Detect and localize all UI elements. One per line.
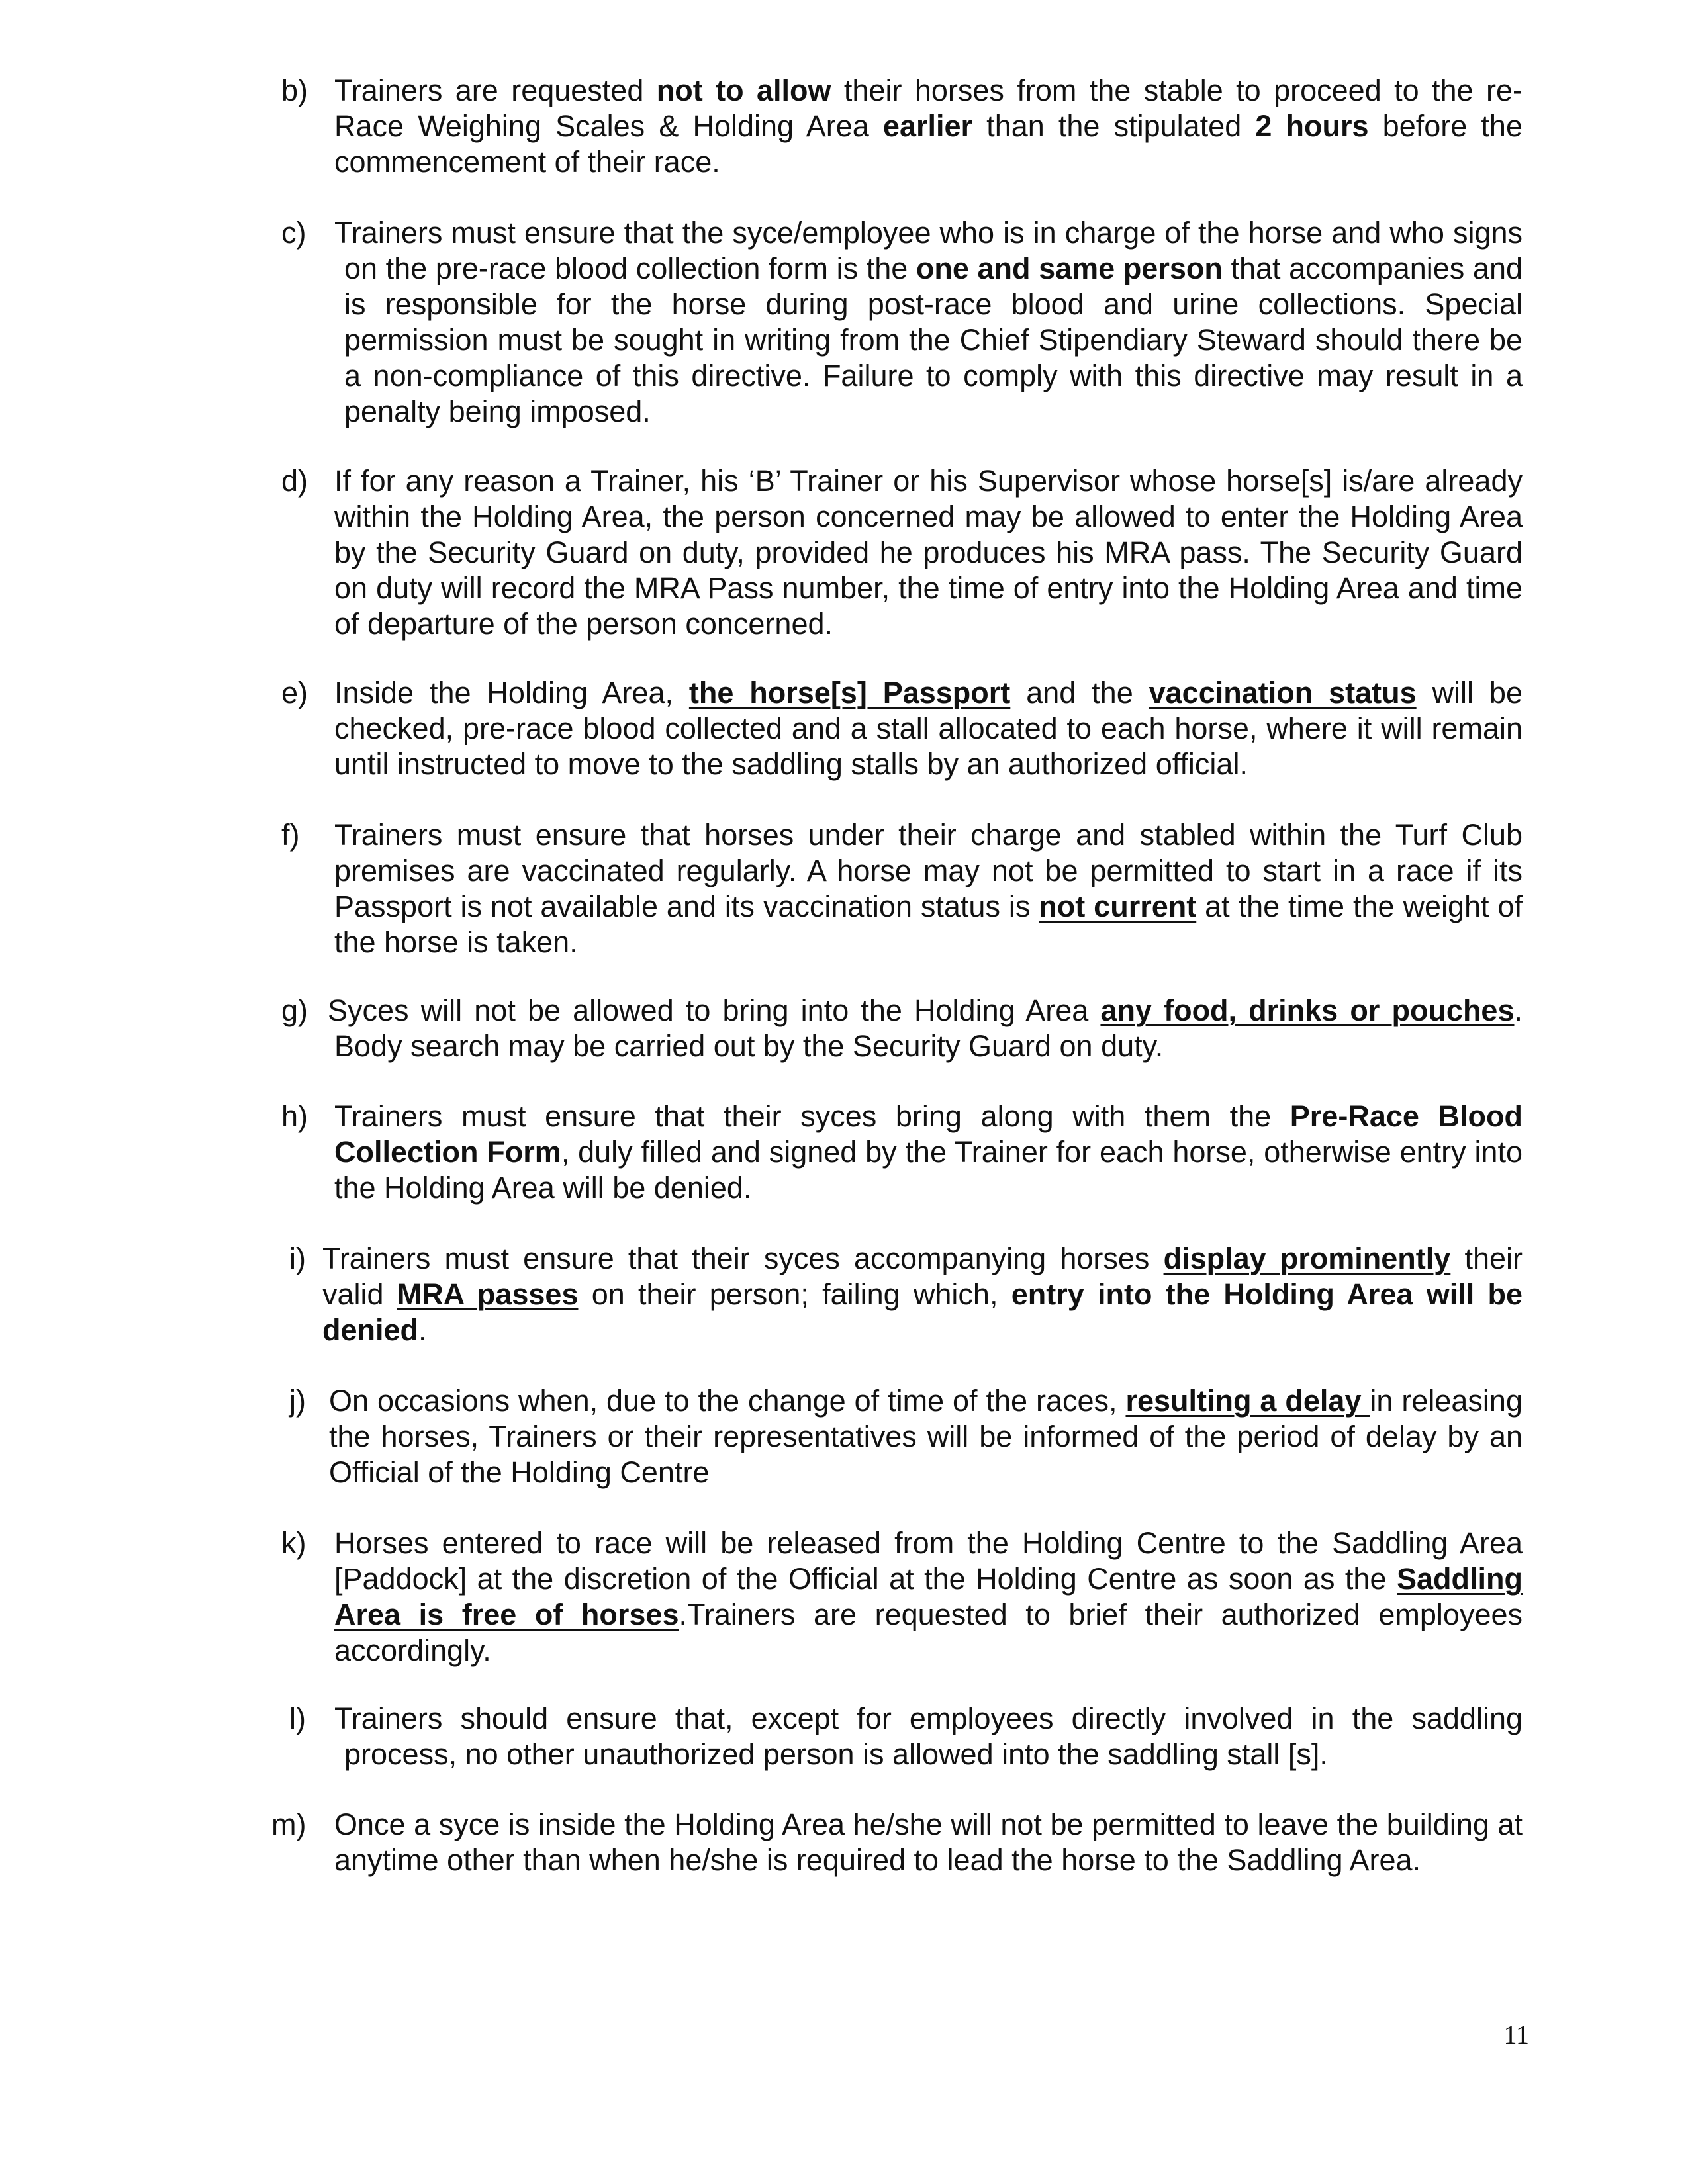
item-label: f) [281,818,300,852]
item-label: c) [281,216,306,250]
list-item-f [281,817,1523,963]
item-text: Horses entered to race will be released from the Holding Centre to the Saddling Area [Paddock] at the discretion of the Official at the Holding Centre as soon as the Saddling Area is free of horses.Trainers are requested to brief their authorized employees accordingly. [334,1526,1523,1667]
item-label: b) [281,73,308,107]
emphasis-text: entry into the Holding Area will be denied [322,1277,1523,1347]
emphasis-text: Saddling Area is free of horses [334,1562,1523,1631]
item-label: h) [281,1099,308,1133]
item-text: Trainers must ensure that their syces accompanying horses display prominently their valid MRA passes on their person; failing which, entry into the Holding Area will be denied. [322,1242,1523,1347]
item-text: Trainers must ensure that horses under their charge and stabled within the Turf Club premises are vaccinated regularly. A horse may not be permitted to start in a race if its Passport is not available and its vaccination status is not current at the time the weight of the horse is taken. [334,818,1523,959]
list-item-m [271,1807,1523,1919]
emphasis-text: earlier [882,109,973,143]
item-label: d) [281,464,308,498]
item-text: Trainers are requested not to allow their horses from the stable to proceed to the re-Race Weighing Scales & Holding Area earlier than the stipulated 2 hours before the commencement of their race. [334,73,1523,179]
list-item-h [281,1099,1523,1211]
item-label: j) [289,1384,306,1418]
emphasis-text: not to allow [656,73,831,107]
item-text: Inside the Holding Area, the horse[s] Passport and the vaccination status will be checked, pre-race blood collected and a stall allocated to each horse, where it will remain until instructed to move to the saddling stalls by an authorized official. [334,676,1523,781]
list-item-c [281,215,1523,433]
list-item-b [281,73,1523,185]
emphasis-text: resulting a delay [1125,1384,1370,1418]
item-text: Syces will not be allowed to bring into the Holding Area any food, drinks or pouches. Body search may be carried out by the Security Guard on duty. [328,993,1523,1063]
item-text: Once a syce is inside the Holding Area he/she will not be permitted to leave the building at anytime other than when he/she is required to lead the horse to the Saddling Area. [334,1807,1523,1877]
list-item-d [281,463,1523,649]
item-label: g) [281,993,308,1027]
emphasis-text: vaccination status [1149,676,1417,709]
list-item-k [281,1525,1523,1671]
emphasis-text: not current [1039,889,1197,923]
item-text: Trainers must ensure that their syces bring along with them the Pre-Race Blood Collection Form, duly filled and signed by the Trainer for each horse, otherwise entry into the Holding Area will be denied. [334,1099,1523,1205]
item-label: e) [281,676,308,709]
list-item-i [281,1241,1523,1353]
emphasis-text: the horse[s] Passport [688,676,1011,709]
emphasis-text: display prominently [1163,1242,1451,1275]
list-item-l [281,1701,1523,1777]
emphasis-text: MRA passes [397,1277,579,1311]
list-item-e [281,675,1523,788]
list-item-j [281,1383,1523,1496]
item-label: i) [289,1242,306,1275]
list-item-g [281,993,1523,1069]
item-label: k) [281,1526,306,1560]
emphasis-text: Pre-Race Blood Collection Form [334,1099,1523,1169]
item-label: l) [289,1702,306,1735]
emphasis-text: any food, drinks or pouches [1100,993,1515,1027]
emphasis-text: 2 hours [1255,109,1369,143]
item-text: Trainers should ensure that, except for employees directly involved in the saddling process, no other unauthorized person is allowed into the saddling stall [s]. [334,1702,1523,1771]
item-text: If for any reason a Trainer, his ‘B’ Trainer or his Supervisor whose horse[s] is/are already within the Holding Area, the person concerned may be allowed to enter the Holding Area by the Security Guard on duty, provided he produces his MRA pass. The Security Guard on duty will record the MRA Pass number, the time of entry into the Holding Area and time of departure of the person concerned. [334,464,1523,641]
item-label: m) [271,1807,306,1841]
page-number: 11 [1503,2020,1529,2050]
emphasis-text: one and same person [915,251,1223,285]
item-text: Trainers must ensure that the syce/employee who is in charge of the horse and who signs on the pre-race blood collection form is the one and same person that accompanies and is responsible for the horse during post-race blood and urine collections. Special permission must be sought in writing from the Chief Stipendiary Steward should there be a non-compliance of this directive. Failure to comply with this directive may result in a penalty being imposed. [334,216,1523,428]
item-text: On occasions when, due to the change of time of the races, resulting a delay in releasing the horses, Trainers or their representatives will be informed of the period of delay by an Official of the Holding Centre [329,1384,1523,1489]
